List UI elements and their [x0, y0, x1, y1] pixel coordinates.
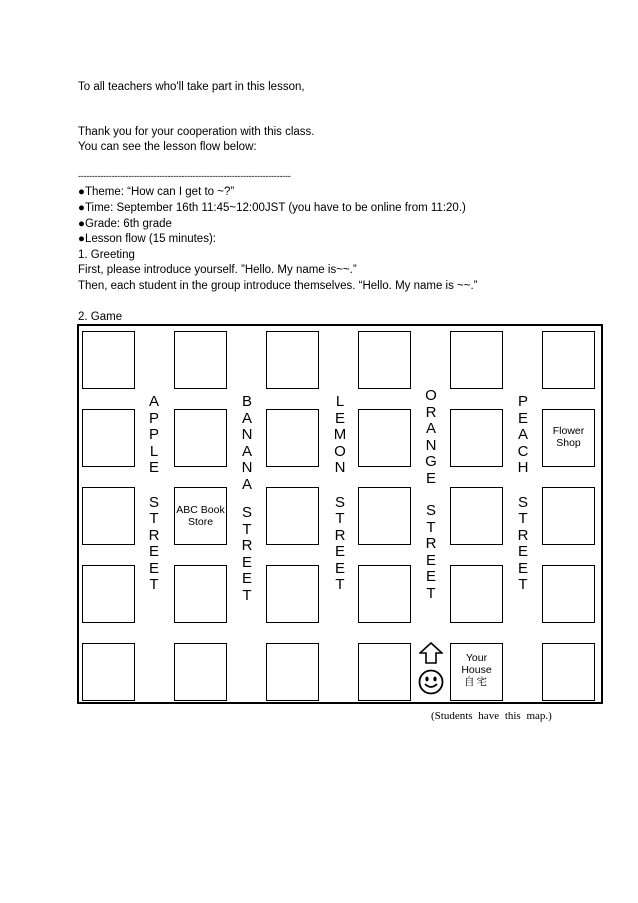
greeting-first-line: First, please introduce yourself. ”Hello. My name is~~.”: [78, 264, 357, 276]
greeting-then-line: Then, each student in the group introduce themselves. “Hello. My name is ~~.”: [78, 280, 478, 292]
street-letter: N: [334, 459, 346, 476]
flower-shop-label: Flower Shop: [552, 425, 585, 449]
banana-street-label: [236, 394, 258, 604]
lesson-flow-line: ●Lesson flow (15 minutes):: [78, 233, 216, 245]
abc-book-store-label: ABC Book Store: [176, 504, 225, 528]
lemon-street-label: [329, 394, 351, 594]
map-block: [266, 331, 319, 389]
theme-line: ●Theme: “How can I get to ~?”: [78, 186, 235, 198]
street-letter: P: [148, 409, 159, 427]
map-block: [542, 643, 595, 701]
map-block: [542, 487, 595, 545]
street-letter: R: [148, 526, 160, 544]
street-letter: E: [425, 568, 436, 585]
map-block: [450, 331, 503, 389]
map-block: [542, 565, 595, 623]
street-letter: A: [517, 426, 528, 443]
street-letter: P: [148, 426, 159, 443]
street-letter: E: [241, 570, 252, 587]
map-block: [358, 643, 411, 701]
map-block: [358, 331, 411, 389]
up-arrow-icon: [419, 642, 443, 664]
map-block: [174, 643, 227, 701]
street-letter: A: [241, 442, 252, 460]
street-letter: T: [426, 518, 436, 536]
map-block: [450, 565, 503, 623]
street-letter: M: [333, 426, 347, 443]
street-letter: C: [517, 442, 529, 460]
street-letter: O: [425, 387, 437, 404]
map-block: [174, 331, 227, 389]
street-letter: S: [241, 504, 252, 521]
map-block: [358, 565, 411, 623]
street-letter: A: [148, 393, 159, 410]
greeting-heading: 1. Greeting: [78, 249, 135, 261]
street-letter: R: [334, 526, 346, 544]
street-letter: A: [241, 409, 252, 427]
street-letter: E: [425, 469, 436, 487]
street-letter: H: [517, 459, 529, 476]
map-block: [450, 487, 503, 545]
street-letter: S: [148, 493, 159, 511]
street-letter: O: [334, 442, 346, 460]
map-block: [174, 565, 227, 623]
street-letter: E: [148, 559, 159, 577]
street-letter: E: [517, 543, 528, 560]
map-block: [266, 487, 319, 545]
game-heading: 2. Game: [78, 311, 123, 323]
apple-street-label: [143, 394, 165, 594]
street-letter: E: [241, 553, 252, 571]
street-letter: T: [335, 576, 345, 593]
street-letter: N: [241, 426, 253, 443]
map-block: [82, 487, 135, 545]
street-letter: T: [518, 576, 528, 593]
flower-shop-block: [542, 409, 595, 467]
map-block: [266, 565, 319, 623]
street-letter: T: [335, 510, 345, 527]
map-block: [82, 643, 135, 701]
smiley-face-icon: [418, 669, 444, 695]
map-block: [82, 565, 135, 623]
street-letter: R: [517, 526, 529, 544]
street-letter: T: [518, 510, 528, 527]
street-letter: T: [149, 576, 159, 593]
map-block: [358, 409, 411, 467]
street-letter: R: [425, 535, 437, 552]
street-letter: E: [334, 543, 345, 560]
orange-street-label: [420, 388, 442, 602]
street-letter: E: [517, 409, 528, 427]
street-letter: P: [517, 393, 528, 410]
map-block: [266, 643, 319, 701]
map-caption: (Students have this map.): [431, 710, 552, 722]
street-letter: E: [148, 543, 159, 560]
your-house-block: [450, 643, 503, 701]
street-letter: A: [425, 420, 436, 437]
flow-intro-line: You can see the lesson flow below:: [78, 141, 257, 153]
street-letter: E: [517, 559, 528, 577]
salutation: To all teachers who'll take part in this lesson,: [78, 81, 305, 93]
street-letter: E: [425, 551, 436, 569]
street-letter: R: [425, 403, 437, 421]
abc-book-store-block: [174, 487, 227, 545]
street-letter: L: [149, 442, 159, 460]
map-block: [358, 487, 411, 545]
street-letter: E: [334, 409, 345, 427]
map-block: [174, 409, 227, 467]
time-line: ●Time: September 16th 11:45~12:00JST (you have to be online from 11:20.): [78, 202, 466, 214]
street-letter: L: [335, 393, 345, 410]
town-map: [77, 324, 603, 704]
street-letter: N: [425, 436, 437, 454]
street-letter: T: [242, 520, 252, 538]
street-letter: E: [148, 459, 159, 476]
street-letter: A: [241, 475, 252, 493]
map-block: [82, 409, 135, 467]
dash-separator: ----------------------------------------------------------------------------: [78, 171, 291, 181]
map-block: [542, 331, 595, 389]
street-letter: S: [517, 493, 528, 511]
street-letter: S: [425, 502, 436, 519]
street-letter: E: [334, 559, 345, 577]
street-letter: T: [242, 586, 252, 604]
street-letter: S: [334, 493, 345, 511]
your-house-label: Your House: [461, 652, 492, 676]
street-letter: G: [425, 453, 437, 470]
grade-line: ●Grade: 6th grade: [78, 218, 172, 230]
thanks-line: Thank you for your cooperation with this class.: [78, 126, 315, 138]
map-block: [82, 331, 135, 389]
your-house-jp-label: 自宅: [464, 676, 489, 688]
map-block: [450, 409, 503, 467]
street-letter: R: [241, 537, 253, 554]
street-letter: B: [241, 393, 252, 410]
peach-street-label: [512, 394, 534, 594]
street-letter: T: [149, 510, 159, 527]
map-block: [266, 409, 319, 467]
street-letter: N: [241, 459, 253, 476]
street-letter: T: [426, 584, 436, 602]
